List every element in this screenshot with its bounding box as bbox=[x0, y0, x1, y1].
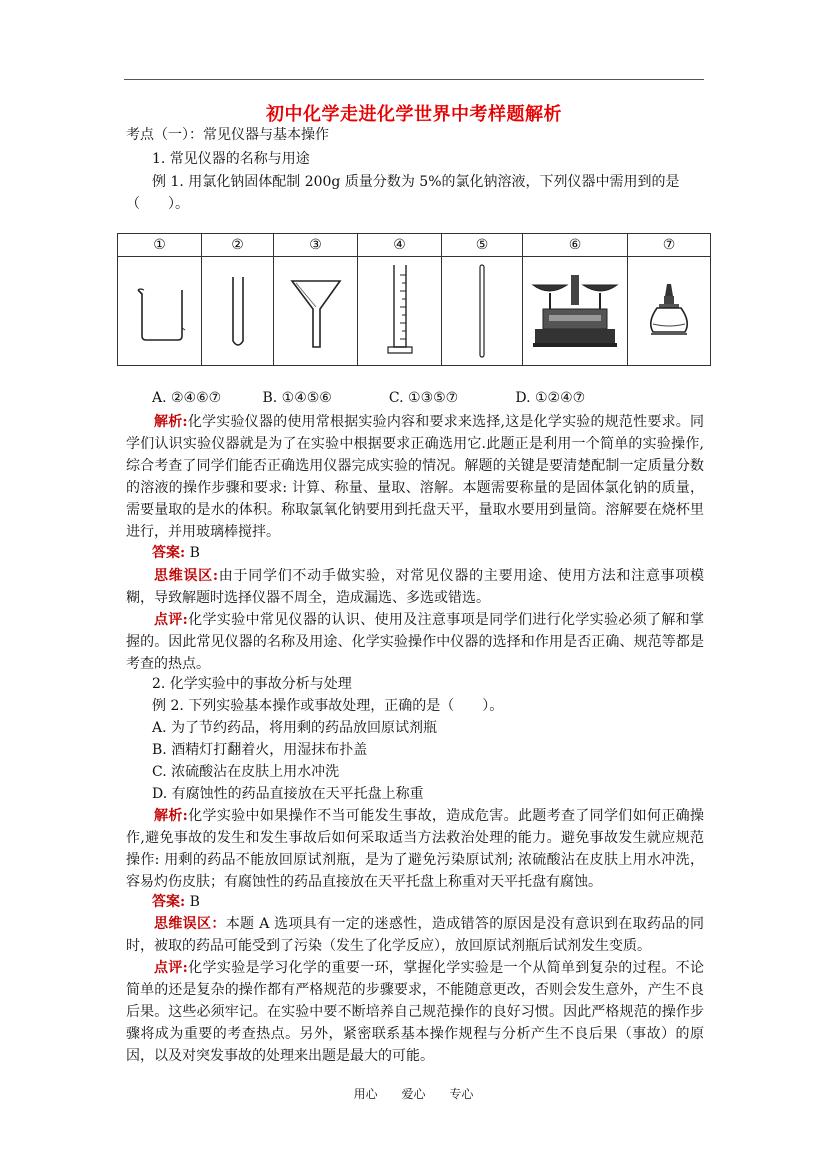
comment-text: 化学实验中常见仪器的认识、使用及注意事项是同学们进行化学实验必须了解和掌握的。因此常见仪器的名称及用途、化学实验操作中仪器的选择和作用是否正确、规范等都是考查的热点。 bbox=[126, 612, 704, 672]
graduated-cylinder-cell bbox=[358, 257, 442, 366]
example-1-question-blank: （ ）。 bbox=[126, 196, 189, 212]
error-text: 本题 A 选项具有一定的迷惑性，造成错答的原因是没有意识到在取药品的同时，被取的药品可能受到了污染（发生了化学反应），放回原试剂瓶后试剂发生变质。 bbox=[126, 916, 705, 954]
subsection-1-heading: 1. 常见仪器的名称与用途 bbox=[152, 151, 310, 167]
choice-c: C. 浓硫酸沾在皮肤上用水冲洗 bbox=[152, 764, 340, 780]
graduated-cylinder-icon bbox=[380, 261, 420, 361]
funnel-cell bbox=[274, 257, 358, 366]
table-header-cell: ④ bbox=[358, 234, 442, 257]
example-2-error bbox=[126, 913, 704, 957]
page-title: 初中化学走进化学世界中考样题解析 bbox=[266, 104, 562, 125]
example-1-options bbox=[152, 390, 585, 406]
choice-d: D. 有腐蚀性的药品直接放在天平托盘上称重 bbox=[152, 786, 424, 802]
subsection-2-heading: 2. 化学实验中的事故分析与处理 bbox=[152, 676, 352, 692]
table-header-cell: ⑤ bbox=[442, 234, 523, 257]
glass-rod-cell bbox=[442, 257, 523, 366]
answer-label: 答案: bbox=[152, 545, 186, 561]
test-tube-icon bbox=[223, 271, 253, 351]
glass-rod-icon bbox=[472, 261, 492, 361]
analysis-text: 化学实验中如果操作不当可能发生事故，造成危害。此题考查了同学们如何正确操作,避免事故的发生和发生事故后如何采取适当方法救治处理的能力。避免事故发生就应规范操作: 用剩的药品不能放回原试剂瓶，是为了避免污染原试剂; 浓硫酸沾在皮肤上用水冲洗，容易灼伤皮肤；有腐蚀性的药品直接放在天平托盘上称重对天平托盘有腐蚀。 bbox=[126, 808, 704, 890]
answer-label: 答案: bbox=[152, 894, 186, 910]
example-2-question: 例 2. 下列实验基本操作或事故处理，正确的是（ ）。 bbox=[152, 698, 504, 714]
answer-value: B bbox=[189, 545, 200, 561]
funnel-icon bbox=[286, 271, 346, 351]
alcohol-lamp-icon bbox=[639, 276, 699, 346]
balance-cell bbox=[523, 257, 628, 366]
comment-text: 化学实验是学习化学的重要一环，掌握化学实验是一个从简单到复杂的过程。不论简单的还是复杂的操作都有严格规范的步骤要求，不能随意更改，否则会发生意外，产生不良后果。这些必须牢记。在实验中要不断培养自己规范操作的良好习惯。因此严格规范的操作步骤将成为重要的考查热点。另外，紧密联系基本操作规程与分析产生不良后果（事故）的原因，以及对突发事故的处理来出题是最大的可能。 bbox=[126, 960, 704, 1064]
example-1-question: 例 1. 用氯化钠固体配制 200g 质量分数为 5%的氯化钠溶液，下列仪器中需用到的是 bbox=[152, 174, 680, 190]
section-heading: 考点（一）：常见仪器与基本操作 bbox=[126, 127, 329, 143]
header-rule bbox=[124, 79, 704, 80]
table-header-cell: ① bbox=[118, 234, 202, 257]
choice-a: A. 为了节约药品，将用剩的药品放回原试剂瓶 bbox=[152, 720, 438, 736]
example-2-comment bbox=[126, 957, 704, 1067]
example-1-answer bbox=[152, 543, 200, 563]
answer-value: B bbox=[189, 894, 200, 910]
option-b: B. ①④⑤⑥ bbox=[262, 390, 332, 406]
option-d: D. ①②④⑦ bbox=[515, 390, 586, 406]
page-footer bbox=[0, 1085, 827, 1102]
analysis-label: 解析: bbox=[154, 808, 188, 824]
test-tube-cell bbox=[202, 257, 274, 366]
example-1-analysis bbox=[126, 411, 704, 543]
footer-word: 爱心 bbox=[401, 1087, 426, 1101]
error-label: 思维误区: bbox=[154, 568, 219, 584]
beaker-cell bbox=[118, 257, 202, 366]
table-header-cell: ⑥ bbox=[523, 234, 628, 257]
error-label: 思维误区： bbox=[154, 916, 226, 932]
footer-word: 用心 bbox=[353, 1087, 378, 1101]
balance-icon bbox=[525, 271, 625, 351]
comment-label: 点评: bbox=[154, 960, 188, 976]
alcohol-lamp-cell bbox=[628, 257, 711, 366]
comment-label: 点评: bbox=[154, 612, 188, 628]
example-1-comment bbox=[126, 609, 704, 675]
analysis-text: 化学实验仪器的使用常根据实验内容和要求来选择,这是化学实验的规范性要求。同学们认识实验仪器就是为了在实验中根据要求正确选用它.此题正是利用一个简单的实验操作,综合考查了同学们能否正确选用仪器完成实验的情况。解题的关键是要清楚配制一定质量分数的溶液的操作步骤和要求: 计算、称量、量取、溶解。本题需要称量的是固体氯化钠的质量，需要量取的是水的体积。称取氯氧化钠要用到托盘天平，量取水要用到量筒。溶解要在烧杯里进行，并用玻璃棒搅拌。 bbox=[126, 414, 705, 540]
instrument-table bbox=[117, 233, 711, 366]
table-header-cell: ② bbox=[202, 234, 274, 257]
example-2-answer bbox=[152, 892, 200, 912]
table-header-cell: ⑦ bbox=[628, 234, 711, 257]
error-text: 由于同学们不动手做实验，对常见仪器的主要用途、使用方法和注意事项模糊，导致解题时选择仪器不周全，造成漏选、多选或错选。 bbox=[126, 568, 705, 606]
example-2-analysis bbox=[126, 805, 704, 893]
footer-word: 专心 bbox=[449, 1087, 474, 1101]
table-header-cell: ③ bbox=[274, 234, 358, 257]
option-a: A. ②④⑥⑦ bbox=[152, 390, 222, 406]
example-1-error bbox=[126, 565, 704, 609]
analysis-label: 解析: bbox=[154, 414, 188, 430]
beaker-icon bbox=[130, 276, 190, 346]
choice-b: B. 酒精灯打翻着火，用湿抹布扑盖 bbox=[152, 742, 368, 758]
option-c: C. ①③⑤⑦ bbox=[388, 390, 459, 406]
